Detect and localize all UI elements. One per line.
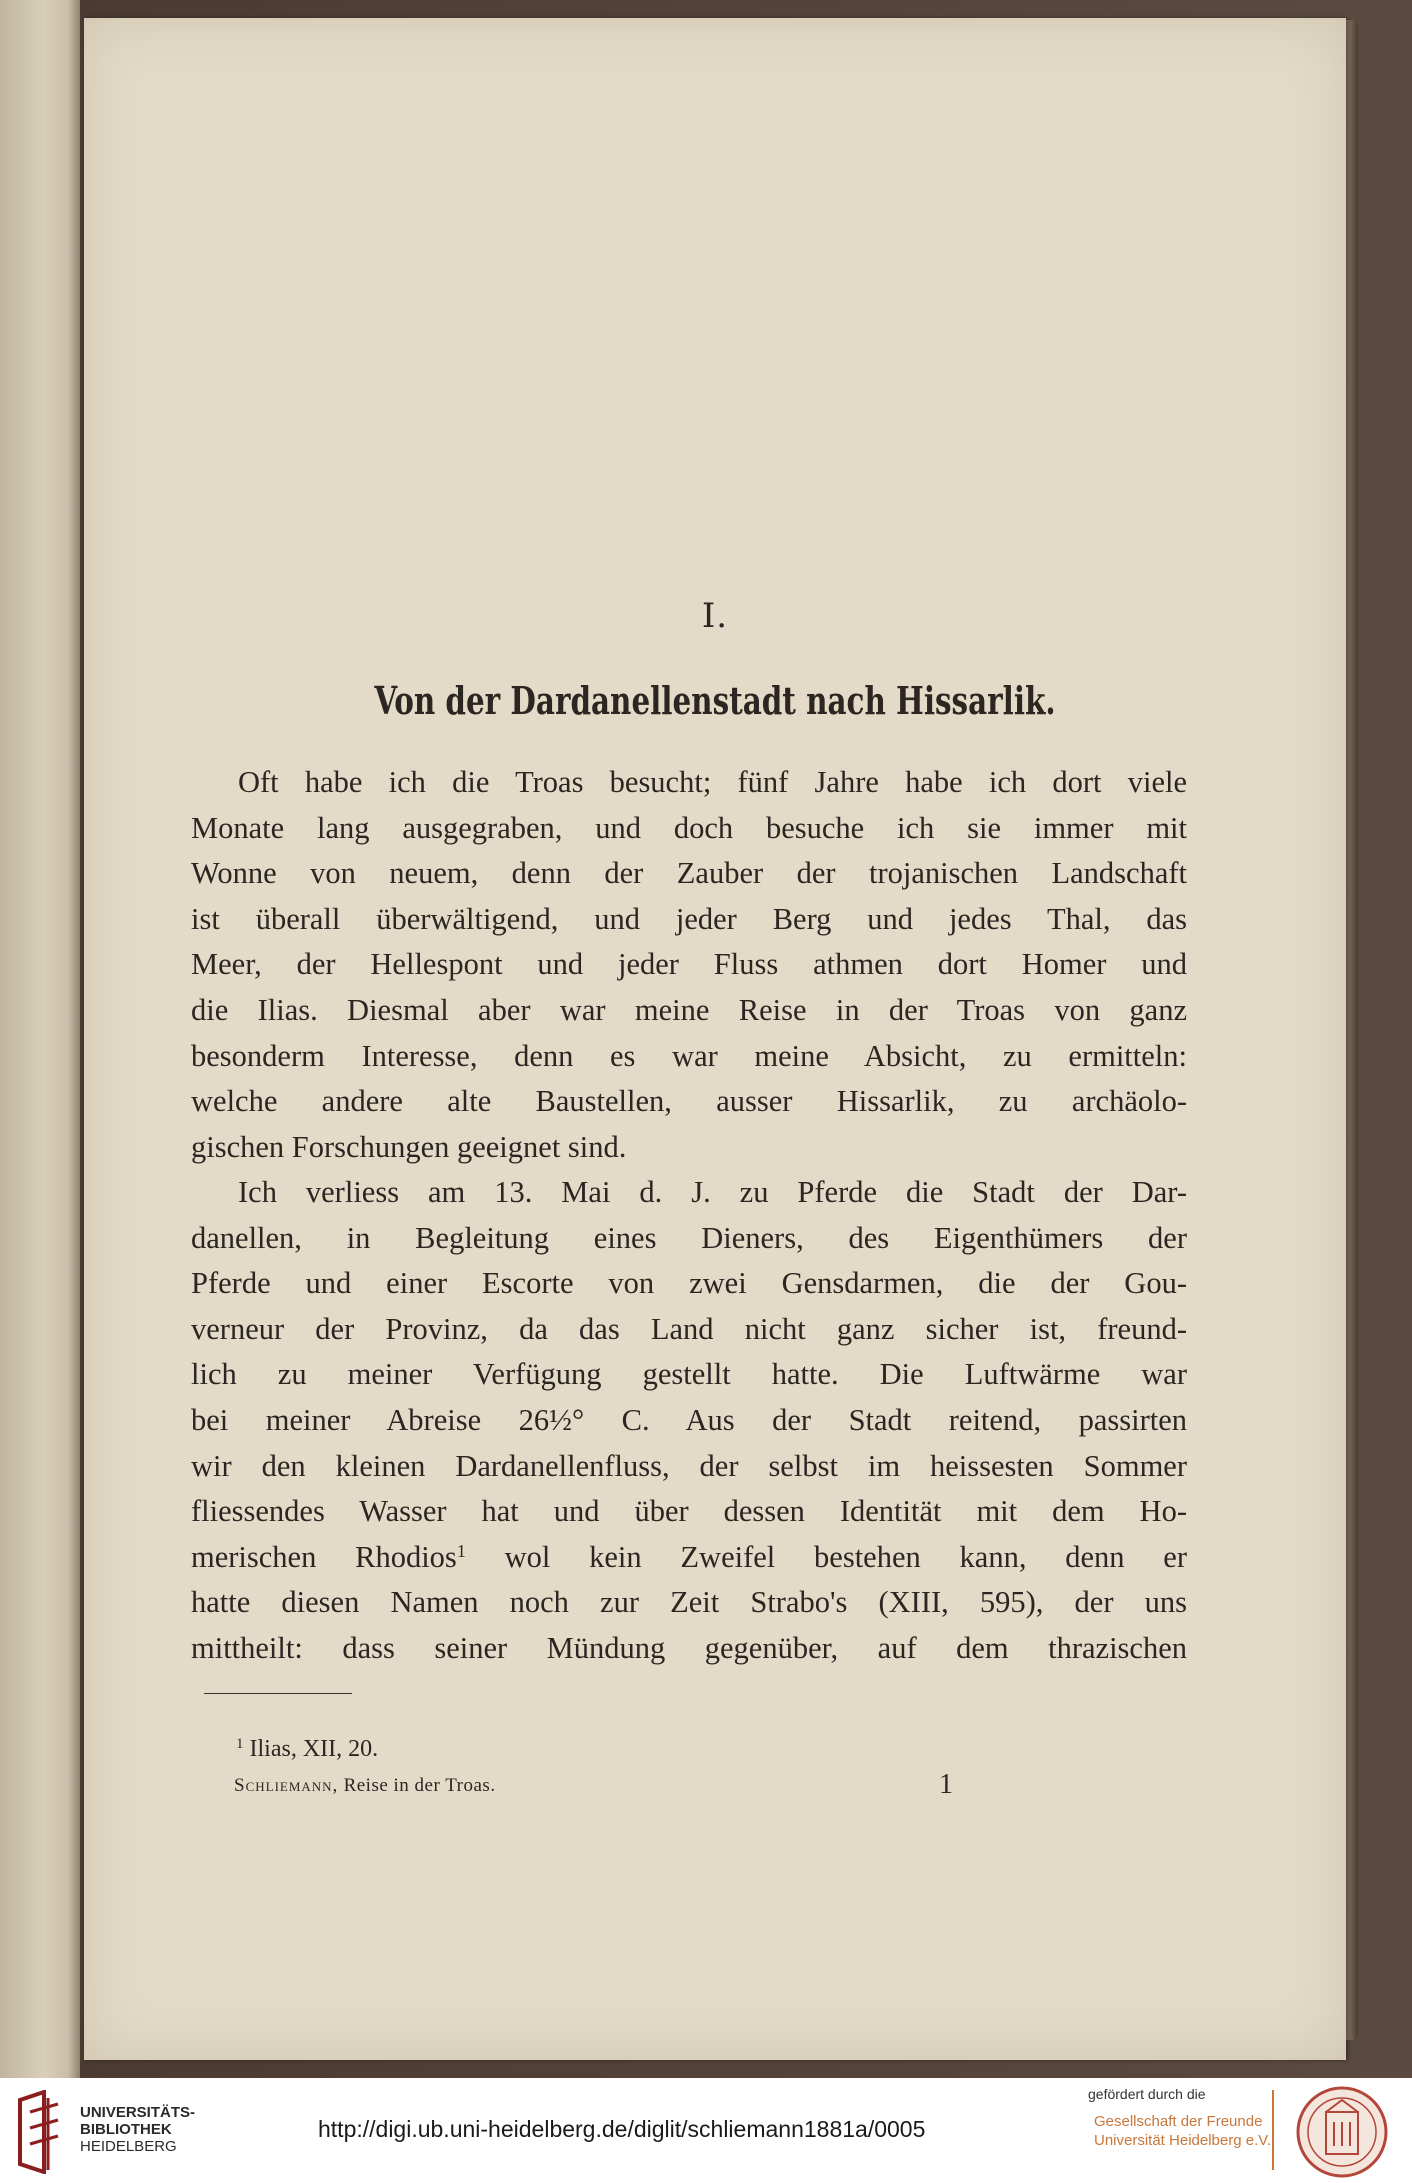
text-line: wir den kleinen Dardanellenfluss, der selbst im heissesten Sommer [191,1448,1187,1483]
footnote [236,1736,378,1763]
permalink-url[interactable]: http://digi.ub.uni-heidelberg.de/diglit/schliemann1881a/0005 [318,2116,926,2142]
text-line: gischen Forschungen geeignet sind. [191,1129,627,1164]
paragraph-2 [191,1170,1187,1672]
text-fragment: merischen Rhodios [191,1539,457,1574]
text-line: welche andere alte Baustellen, ausser Hissarlik, zu archäolo- [191,1084,1187,1119]
university-seal-icon [1296,2086,1388,2178]
text-line: lich zu meiner Verfügung gestellt hatte. Die Luftwärme war [191,1357,1187,1392]
text-line: fliessendes Wasser hat und über dessen Identität mit dem Ho- [191,1494,1187,1529]
text-line: mittheilt: dass seiner Mündung gegenüber, auf dem thrazischen [191,1630,1187,1665]
text-line: verneur der Provinz, da das Land nicht ganz sicher ist, freund- [191,1311,1187,1346]
text-line: Monate lang ausgegraben, und doch besuche ich sie immer mit [191,810,1187,845]
signature-author: Schliemann, [234,1775,339,1796]
sheet-number: 1 [939,1769,953,1800]
book-page [84,18,1346,2060]
footnote-marker: 1 [236,1736,244,1752]
text-line: besonderm Interesse, denn es war meine Absicht, zu ermitteln: [191,1038,1187,1073]
sponsor-line: Gesellschaft der Freunde [1094,2113,1263,2130]
sponsor-prefix: gefördert durch die [1088,2086,1206,2102]
text-line: die Ilias. Diesmal aber war meine Reise in der Troas von ganz [191,992,1187,1027]
signature-title: Reise in der Troas. [343,1775,496,1796]
text-fragment: wol kein Zweifel bestehen kann, denn er [465,1539,1187,1574]
library-name-line: UNIVERSITÄTS- [80,2104,196,2121]
footnote-divider [204,1693,352,1694]
printer-signature [234,1775,496,1797]
footnote-reference: 1 [456,1540,466,1561]
library-name-line: BIBLIOTHEK [80,2121,172,2138]
chapter-title: Von der Dardanellenstadt nach Hissarlik. [374,678,1056,723]
text-line: Pferde und einer Escorte von zwei Gensdarmen, die der Gou- [191,1266,1187,1301]
sponsor-divider [1272,2090,1274,2170]
library-name-line: HEIDELBERG [80,2138,177,2155]
text-line: hatte diesen Namen noch zur Zeit Strabo's (XIII, 595), der uns [191,1585,1187,1620]
text-line-with-footnote [191,1535,1187,1581]
paragraph-1 [191,760,1187,1170]
text-line: ist überall überwältigend, und jeder Berg und jedes Thal, das [191,901,1187,936]
left-page-edge [0,0,80,2078]
text-line: Meer, der Hellespont und jeder Fluss athmen dort Homer und [191,947,1187,982]
library-name [80,2104,195,2155]
library-logo-icon [14,2090,70,2174]
footnote-text: Ilias, XII, 20. [249,1736,379,1762]
chapter-number: I. [701,596,729,636]
text-line: bei meiner Abreise 26½° C. Aus der Stadt reitend, passirten [191,1402,1187,1437]
text-line: Ich verliess am 13. Mai d. J. zu Pferde die Stadt der Dar- [238,1175,1187,1209]
sponsor-line: Universität Heidelberg e.V. [1094,2132,1272,2149]
text-line: Oft habe ich die Troas besucht; fünf Jahre habe ich dort viele [238,765,1187,799]
sponsor-name [1094,2112,1271,2150]
digitization-footer [0,2078,1412,2183]
text-line: danellen, in Begleitung eines Dieners, des Eigenthümers der [191,1220,1187,1255]
text-line: Wonne von neuem, denn der Zauber der trojanischen Landschaft [191,856,1187,891]
